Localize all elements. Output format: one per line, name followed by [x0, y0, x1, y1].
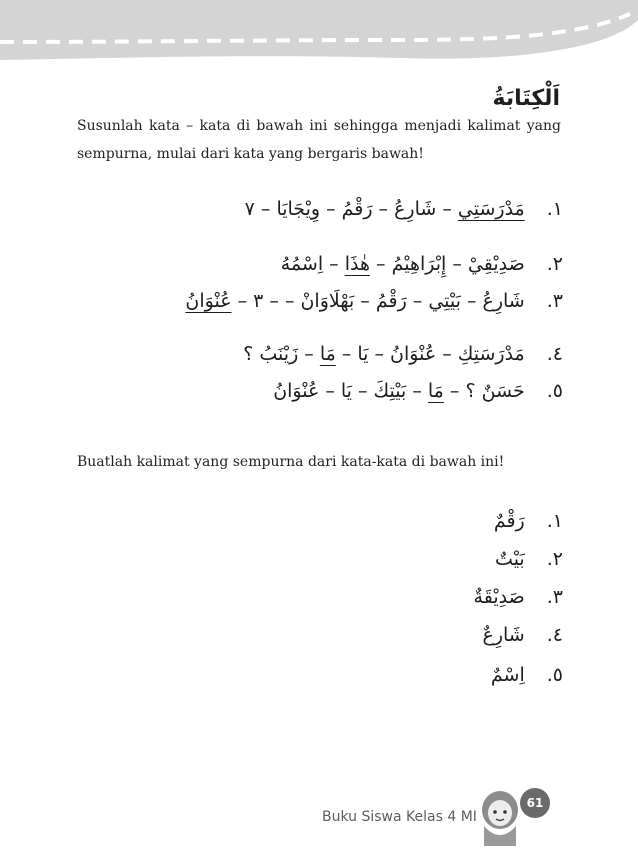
item-number: ٢.: [546, 548, 563, 570]
exercise-2-item: [494, 510, 563, 532]
top-decorative-band: [0, 0, 638, 80]
word-group: حَسَنٌ ؟ –: [443, 380, 525, 402]
vocabulary-word: اِسْمٌ: [490, 664, 525, 686]
underlined-start-word: هٰذَا: [344, 253, 370, 275]
vocabulary-word: شَارِعٌ: [482, 624, 525, 646]
word-group: – زَيْنَبُ ؟: [243, 343, 320, 365]
student-mascot-icon: [474, 786, 526, 846]
exercise-2-item: [474, 586, 563, 608]
section-title: اَلْكِتَابَةُ: [492, 86, 560, 111]
vocabulary-word: رَقْمٌ: [493, 510, 525, 532]
instruction-2: Buatlah kalimat yang sempurna dari kata-kata di bawah ini!: [77, 454, 505, 470]
underlined-start-word: مَدْرَسَتِي: [457, 198, 525, 220]
item-number: ١.: [546, 510, 563, 532]
exercise-2-item: [483, 624, 564, 646]
word-group: – اِسْمُهُ: [280, 253, 345, 275]
exercise-2-item: [491, 664, 563, 686]
exercise-1-item: [245, 198, 563, 220]
vocabulary-word: بَيْتٌ: [495, 548, 525, 570]
word-group: صَدِيْقِيْ – إِبْرَاهِيْمُ –: [370, 253, 525, 275]
word-group: – شَارِعُ – رَقْمُ – وِيْجَايَا – ٧: [244, 198, 458, 220]
underlined-start-word: مَا: [319, 343, 336, 365]
item-number: ٥.: [546, 380, 563, 402]
vocabulary-word: صَدِيْقَةٌ: [473, 586, 525, 608]
item-number: ٤.: [546, 624, 563, 646]
item-number: ٣.: [546, 290, 563, 312]
item-number: ١.: [546, 198, 563, 220]
page-number-badge: 61: [520, 788, 550, 818]
word-group: – بَيْتِكَ – يَا – عُنْوَانُ: [273, 380, 428, 402]
item-number: ٣.: [546, 586, 563, 608]
exercise-1-item: [185, 290, 563, 312]
exercise-1-item: [281, 253, 563, 275]
underlined-start-word: مَا: [427, 380, 444, 402]
item-number: ٢.: [546, 253, 563, 275]
underlined-start-word: عُنْوَانُ: [185, 290, 232, 312]
exercise-2-item: [495, 548, 563, 570]
exercise-1-item: [243, 343, 563, 365]
book-title: Buku Siswa Kelas 4 MI: [322, 809, 477, 825]
instruction-1: Susunlah kata – kata di bawah ini sehingga menjadi kalimat yang sempurna, mulai dari kata yang bergaris bawah!: [77, 118, 561, 162]
exercise-1-item: [273, 380, 563, 402]
word-group: مَدْرَسَتِكِ – عُنْوَانُ – يَا –: [335, 343, 525, 365]
word-group: شَارِعُ – بَيْتِي – رَقْمُ – بَهْلَاوَانْ – – ٣ –: [231, 290, 525, 312]
item-number: ٤.: [546, 343, 563, 365]
item-number: ٥.: [546, 664, 563, 686]
